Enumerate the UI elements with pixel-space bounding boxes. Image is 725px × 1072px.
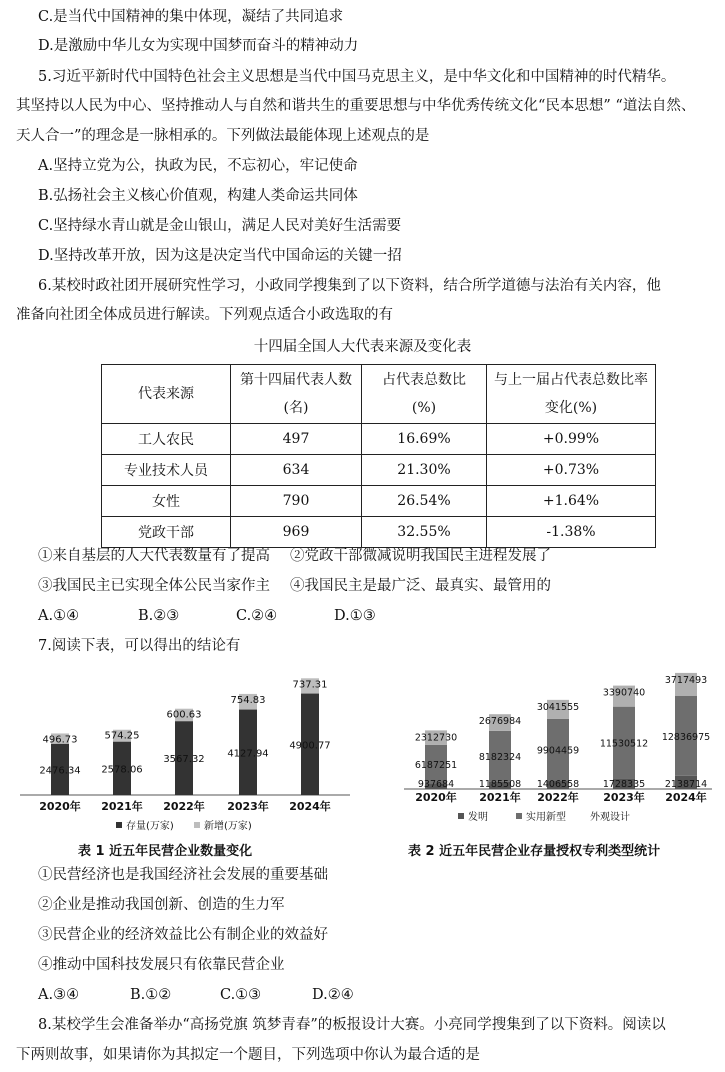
q5-option-b: B.弘扬社会主义核心价值观，构建人类命运共同体 [38, 188, 358, 204]
q5-option-c: C.坚持绿水青山就是金山银山，满足人民对美好生活需要 [38, 218, 402, 234]
data-label-invention: 1406558 [536, 779, 580, 790]
q7-option-a: A.③④ [38, 987, 80, 1003]
legend-label-design: 外观设计 [590, 812, 630, 823]
header-change: 与上一届占代表总数比率 变化(%) [487, 365, 656, 424]
data-label-stock: 4127.94 [227, 748, 269, 760]
x-tick-label: 2020年 [415, 791, 457, 804]
legend-swatch-stock [116, 822, 122, 828]
data-label-design: 2312730 [414, 732, 458, 744]
q7-statement-2: ②企业是推动我国创新、创造的生力军 [38, 897, 285, 913]
patent-type-chart [400, 668, 718, 838]
data-label-utility: 6187251 [414, 759, 458, 771]
q5-stem-line1: 5.习近平新时代中国特色社会主义思想是当代中国马克思主义，是中华文化和中国精神的时代精华。 [38, 69, 676, 85]
legend-label-utility: 实用新型 [526, 812, 566, 823]
table-row: 工人农民 497 16.69% +0.99% [102, 424, 656, 455]
q4-option-c: C.是当代中国精神的集中体现，凝结了共同追求 [38, 9, 344, 25]
q6-option-c: C.②④ [236, 608, 278, 624]
data-label-stock: 2578.06 [101, 764, 143, 776]
legend-swatch-new [194, 822, 200, 828]
header-pct: 占代表总数比 (%) [362, 365, 487, 424]
x-tick-label: 2023年 [603, 791, 645, 804]
deputies-table [101, 364, 656, 548]
data-label-stock: 2476.34 [39, 765, 81, 777]
data-label-invention: 1728335 [602, 779, 646, 790]
x-tick-label: 2022年 [163, 800, 205, 813]
q6-options [38, 605, 376, 627]
header-source: 代表来源 [102, 365, 231, 424]
data-label-new: 600.63 [166, 709, 202, 721]
q7-options [38, 984, 354, 1006]
q6-statements-3-4 [38, 575, 551, 597]
table-row: 党政干部 969 32.55% -1.38% [102, 517, 656, 548]
q5-option-a: A.坚持立党为公，执政为民，不忘初心，牢记使命 [38, 158, 358, 174]
legend-label-stock: 存量(万家) [126, 821, 174, 832]
x-tick-label: 2024年 [289, 800, 331, 813]
data-label-invention: 1185508 [478, 779, 522, 790]
q7-option-c: C.①③ [220, 987, 262, 1003]
q6-option-b: B.②③ [138, 608, 180, 624]
q6-statement-2: ②党政干部微减说明我国民主进程发展了 [290, 548, 551, 564]
data-label-invention: 2138714 [664, 779, 708, 790]
chart2-caption: 表 2 近五年民营企业存量授权专利类型统计 [408, 844, 661, 859]
data-label-stock: 3567.32 [163, 754, 205, 766]
data-label-invention: 937684 [417, 779, 455, 790]
legend-label-invention: 发明 [468, 812, 488, 823]
q5-stem-line3: 天人合一”的理念是一脉相承的。下列做法最能体现上述观点的是 [16, 128, 430, 144]
q6-table-title: 十四届全国人大代表来源及变化表 [253, 339, 472, 355]
x-tick-label: 2023年 [227, 800, 269, 813]
table-row: 专业技术人员 634 21.30% +0.73% [102, 455, 656, 486]
data-label-design: 3041555 [536, 701, 580, 713]
data-label-new: 496.73 [42, 734, 78, 746]
data-label-new: 574.25 [104, 730, 140, 742]
data-label-new: 737.31 [292, 679, 328, 691]
legend-swatch-invention [458, 813, 464, 819]
q6-stem-line2: 准备向社团全体成员进行解读。下列观点适合小政选取的有 [16, 307, 393, 323]
table-header-row [102, 365, 656, 424]
q7-statement-3: ③民营企业的经济效益比公有制企业的效益好 [38, 927, 328, 943]
q7-option-d: D.②④ [312, 987, 354, 1003]
q6-statement-4: ④我国民主是最广泛、最真实、最管用的 [290, 578, 551, 594]
x-tick-label: 2022年 [537, 791, 579, 804]
q6-statement-1: ①来自基层的人大代表数量有了提高 [38, 548, 270, 564]
table-row: 女性 790 26.54% +1.64% [102, 486, 656, 517]
q6-statements-1-2 [38, 545, 551, 567]
x-tick-label: 2024年 [665, 791, 707, 804]
q7-stem: 7.阅读下表，可以得出的结论有 [38, 638, 241, 654]
q8-stem-line1: 8.某校学生会准备举办“高扬党旗 筑梦青春”的板报设计大赛。小亮同学搜集到了以下资料。阅读以 [38, 1017, 666, 1033]
enterprise-count-chart [16, 668, 361, 838]
q6-statement-3: ③我国民主已实现全体公民当家作主 [38, 578, 270, 594]
q5-option-d: D.坚持改革开放，因为这是决定当代中国命运的关键一招 [38, 248, 402, 264]
data-label-utility: 12836975 [661, 731, 711, 743]
data-label-stock: 4900.77 [289, 740, 331, 752]
q6-option-a: A.①④ [38, 608, 80, 624]
q7-statement-4: ④推动中国科技发展只有依靠民营企业 [38, 957, 285, 973]
x-tick-label: 2021年 [101, 800, 143, 813]
q8-stem-line2: 下两则故事，如果请你为其拟定一个题目，下列选项中你认为最合适的是 [16, 1047, 480, 1063]
header-count: 第十四届代表人数 (名) [231, 365, 362, 424]
data-label-design: 3390740 [602, 687, 646, 699]
x-tick-label: 2021年 [479, 791, 521, 804]
data-label-utility: 8182324 [478, 752, 522, 764]
q6-stem-line1: 6.某校时政社团开展研究性学习，小政同学搜集到了以下资料，结合所学道德与法治有关内容，他 [38, 278, 661, 294]
chart1-caption: 表 1 近五年民营企业数量变化 [78, 844, 253, 859]
q5-stem-line2: 其坚持以人民为中心、坚持推动人与自然和谐共生的重要思想与中华优秀传统文化“民本思想” “道法自然、 [16, 98, 696, 114]
data-label-utility: 9904459 [536, 745, 580, 757]
data-label-design: 2676984 [478, 716, 522, 728]
q6-option-d: D.①③ [334, 608, 376, 624]
q4-option-d: D.是激励中华儿女为实现中国梦而奋斗的精神动力 [38, 38, 359, 54]
data-label-design: 3717493 [664, 674, 708, 686]
q7-option-b: B.①② [130, 987, 172, 1003]
legend-label-new: 新增(万家) [204, 821, 252, 832]
legend-swatch-utility [516, 813, 522, 819]
data-label-new: 754.83 [230, 694, 266, 706]
x-tick-label: 2020年 [39, 800, 81, 813]
data-label-utility: 11530512 [599, 738, 649, 750]
q7-statement-1: ①民营经济也是我国经济社会发展的重要基础 [38, 867, 328, 883]
